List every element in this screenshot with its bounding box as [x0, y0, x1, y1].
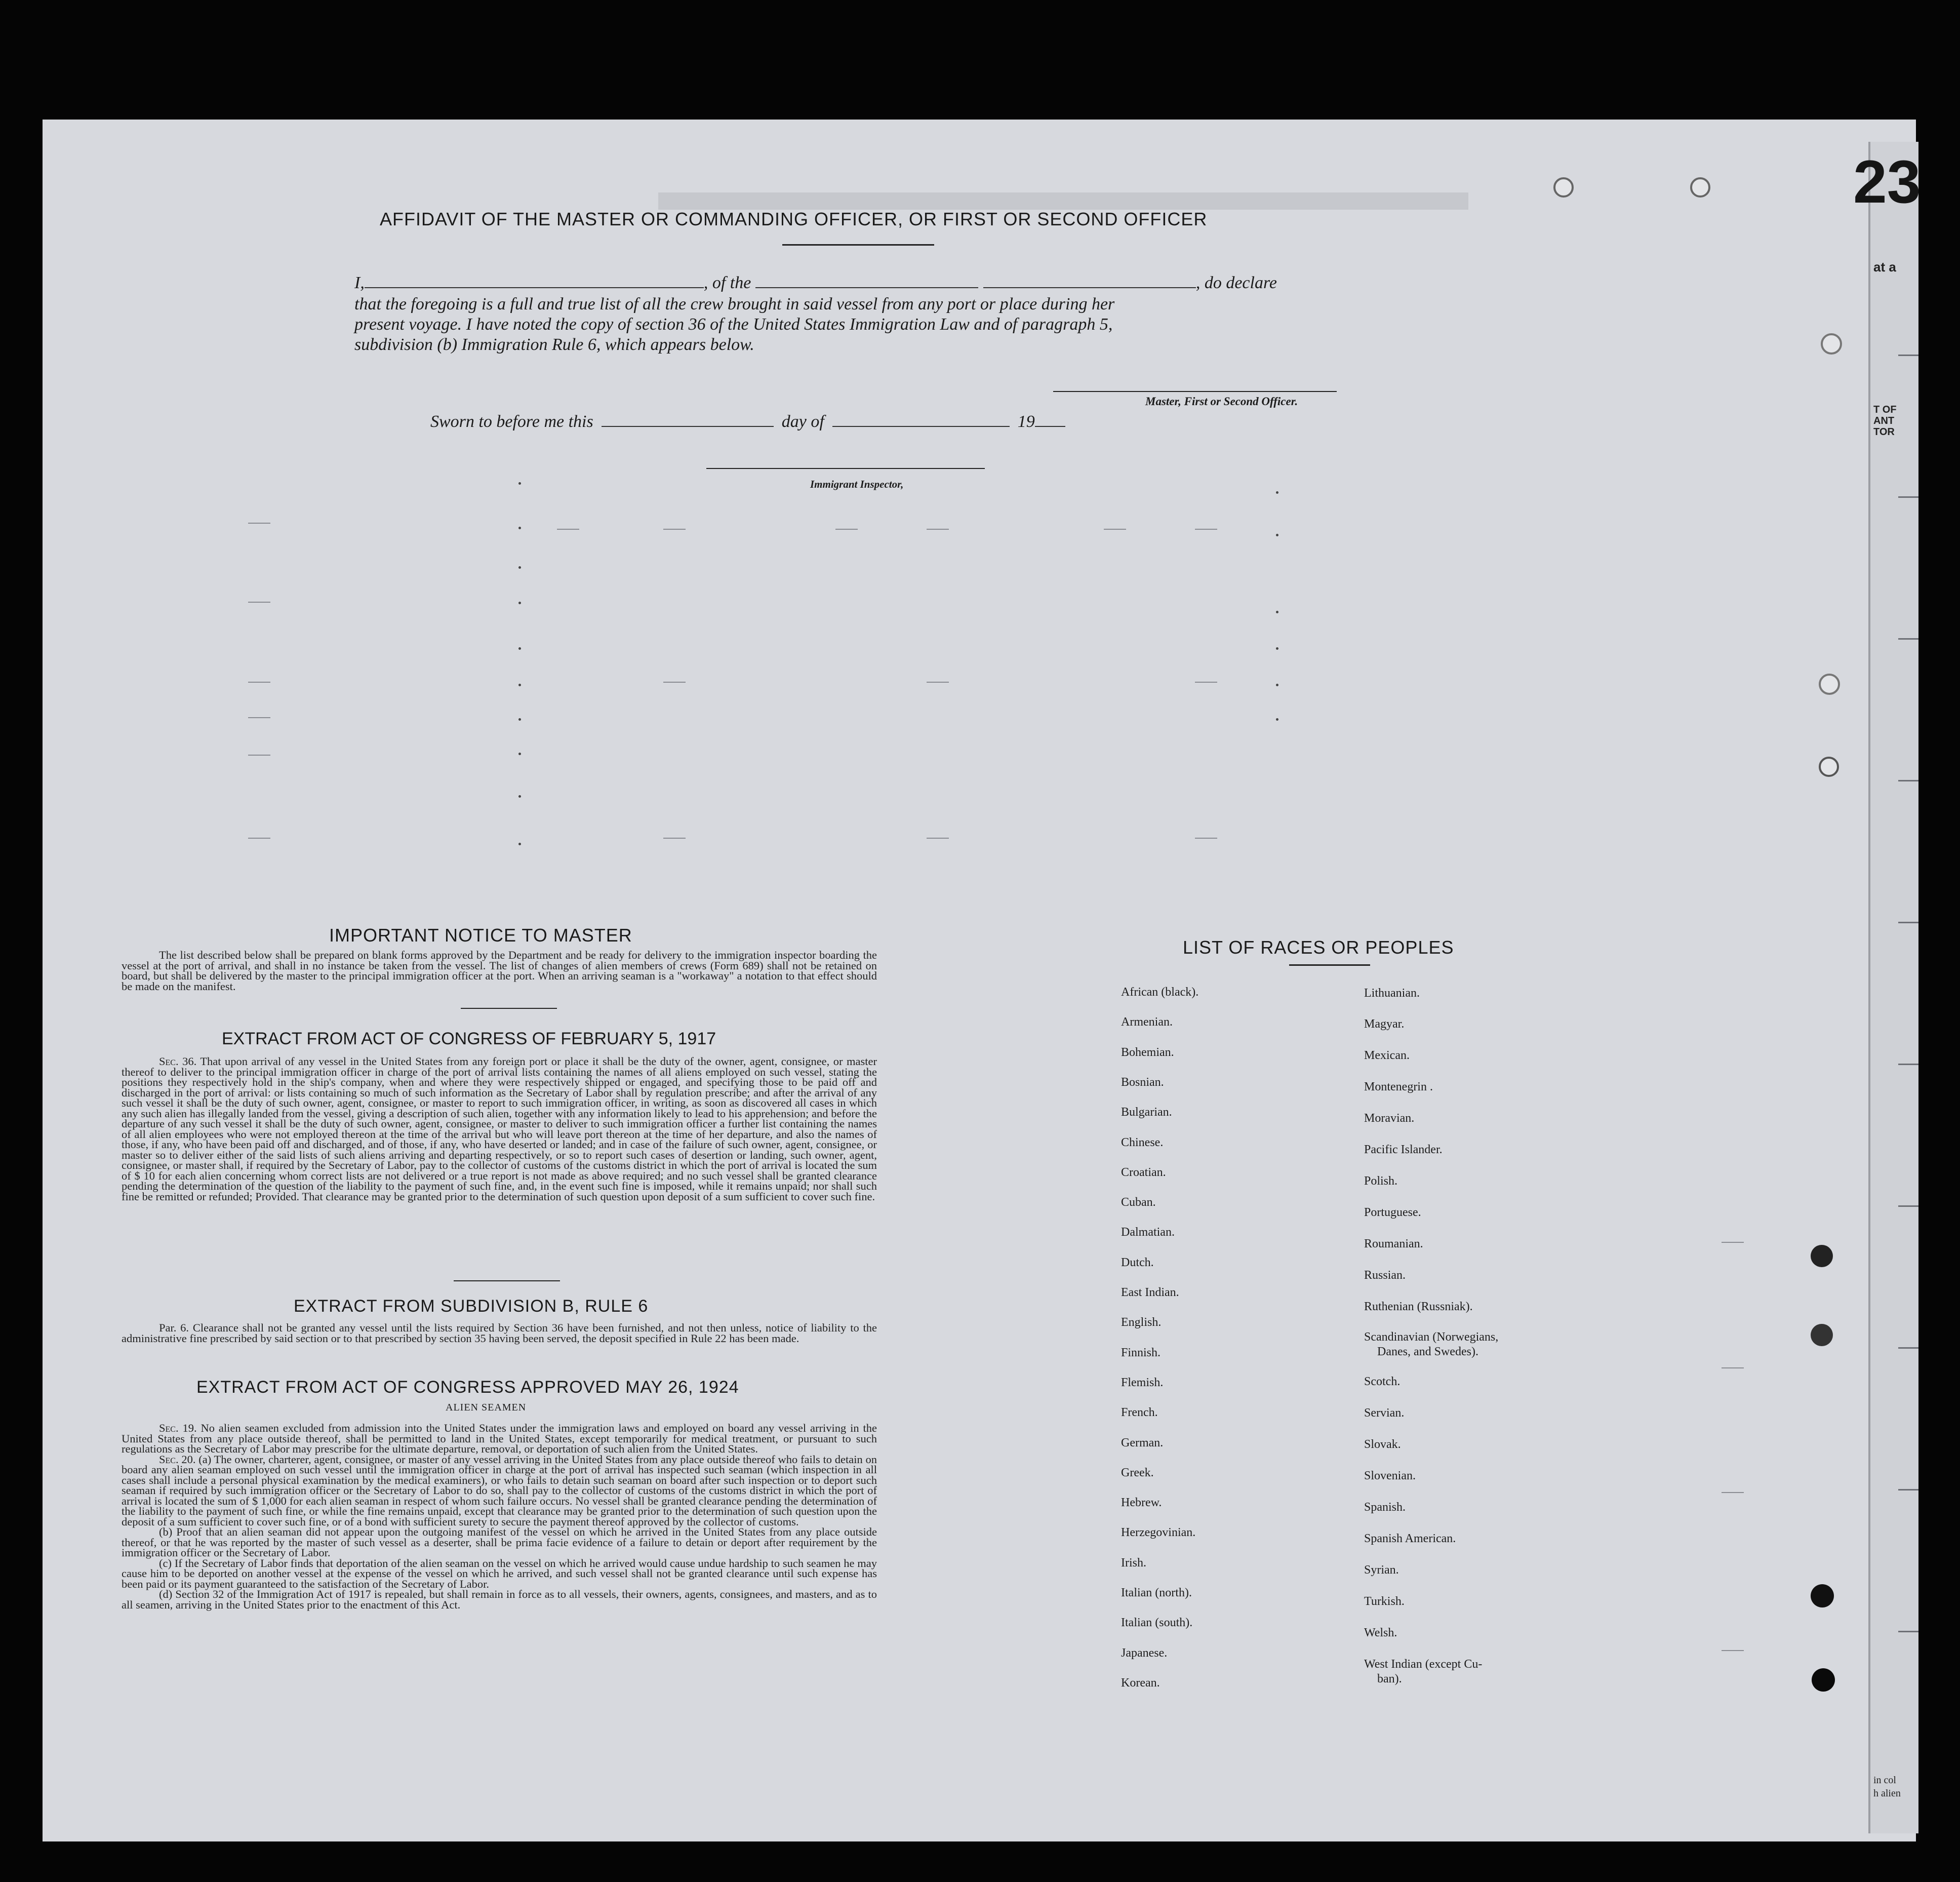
- race-item: East Indian.: [1121, 1286, 1179, 1299]
- punch-hole: [1819, 674, 1840, 695]
- race-item: Moravian.: [1364, 1112, 1415, 1125]
- race-item: Scotch.: [1364, 1375, 1401, 1388]
- extract-1917-title: EXTRACT FROM ACT OF CONGRESS OF FEBRUARY 5, 1917: [222, 1029, 716, 1048]
- race-item: Scandinavian (Norwegians,: [1364, 1330, 1499, 1344]
- race-item: Slovak.: [1364, 1438, 1401, 1451]
- race-item: West Indian (except Cu-: [1364, 1658, 1483, 1671]
- extract-1917-text: Sec. 36. That upon arrival of any vessel in the United States from any foreign port or place it shall be the duty of the owner, agent, consignee, or master thereof to deliver to the principal immigration officer in charge of the port of arrival lists containing the names of all aliens employed on such vessel, stating the positions they respectively hold in the ship's company, when and where they were respectively shipped or engaged, and specifying those to be paid off and discharged in the port of arrival: or lists containing so much of such information as the Secretary of Labor shall by regulation prescribe; and after the arrival of any such vessel it shall be the duty of such owner, agent, consignee, or master to report to such immigration officer, in writing, as soon as discovered all cases in which any such alien has illegally landed from the vessel, giving a description of such alien, together with any information likely to lead to his apprehension; and before the departure of any such vessel it shall be the duty of such owner, agent, consignee, or master to deliver to such immigration officer a further list containing the names of all alien employees who were not employed thereon at the time of the arrival but who will leave port thereon at the time of her departure, and also the names of those, if any, who have been paid off and discharged, and of those, if any, who have deserted or landed; and in case of the failure of such owner, agent, consignee, or master so to deliver either of the said lists of such aliens arriving and departing respectively, or so to report such cases of desertion or landing, such owner, agent, consignee, or master shall, if required by the Secretary of Labor, pay to the collector of customs of the customs district in which the port of arrival is located the sum of $ 10 for each alien concerning whom correct lists are not delivered or a true report is not made as above required; and no such vessel shall be granted clearance pending the determination of the question of the liability to the payment of such fine, and, in the event such fine is imposed, while it remains unpaid; nor shall such fine be remitted or refunded; Provided. That clearance may be granted prior to the determination of such question upon deposit of a sum sufficient to cover such fine.: [122, 1055, 877, 1203]
- race-item: Ruthenian (Russniak).: [1364, 1300, 1473, 1313]
- race-item: Polish.: [1364, 1174, 1398, 1188]
- race-item: Servian.: [1364, 1406, 1405, 1420]
- race-item: Spanish.: [1364, 1501, 1406, 1514]
- punch-hole: [1811, 1324, 1833, 1346]
- punch-hole: [1690, 177, 1710, 198]
- extract-1924-body: Sec. 19. No alien seamen excluded from admission into the United States under the immigration laws and employed on board any vessel arriving in the United States from any place outside thereof, shall be permitted to land in the United States, except temporarily for medical treatment, or pursuant to such regulations as the Secretary of Labor may prescribe for the ultimate departure, removal, or deportation of such alien from the United States. Sec. 20. (a) The owner, charterer, agent, consignee, or master of any vessel arriving in the United States from any place outside thereof who fails to detain on board any alien seaman employed on such vessel until the immigration officer in charge at the port of arrival has inspected such seaman (which inspection in all cases shall include a personal physical examination by the medical examiners), or who fails to detain such seaman on board after such inspection or to deport such seaman if required by such immigration officer or the Secretary of Labor to do so, shall pay to the collector of customs of the customs district in which the port of arrival is located the sum of $ 1,000 for each alien seaman in respect of whom such failure occurs. No vessel shall be granted clearance pending the determination of the liability to the payment of such fine, or while the fine remains unpaid, except that clearance may be granted prior to the determination of such question upon the deposit of a sum sufficient to cover such fine, or of a bond with sufficient surety to secure the payment thereof approved by the collector of customs. (b) Proof that an alien seaman did not appear upon the outgoing manifest of the vessel on which he arrived in the United States from any place outside thereof, or that he was reported by the master of such vessel as a deserter, shall be prima facie evidence of a failure to detain or deport after requirement by the immigration officer or the Secretary of Labor. (c) If the Secretary of Labor finds that deportation of the alien seaman on the vessel on which he arrived would cause undue hardship to such seamen he may cause him to be deported on another vessel at the expense of the vessel on which he arrived, and such vessel shall not be granted clearance until such expense has been paid or its payment guaranteed to the satisfaction of the Secretary of Labor. (d) Section 32 of the Immigration Act of 1917 is repealed, but shall remain in force as to all vessels, their owners, agents, consignees, and masters, and as to all seamen, arriving in the United States prior to the enactment of this Act.: [122, 1422, 877, 1611]
- race-item: Portuguese.: [1364, 1206, 1421, 1219]
- race-item: Roumanian.: [1364, 1237, 1423, 1250]
- race-item: Dalmatian.: [1121, 1226, 1175, 1239]
- race-item: Bulgarian.: [1121, 1106, 1172, 1119]
- race-item: Italian (north).: [1121, 1586, 1192, 1599]
- race-item: Turkish.: [1364, 1595, 1405, 1608]
- race-item: Hebrew.: [1121, 1496, 1162, 1510]
- punch-hole: [1821, 333, 1842, 355]
- race-item: Magyar.: [1364, 1017, 1405, 1031]
- notice-text: The list described below shall be prepared on blank forms approved by the Department and be ready for delivery to the immigration inspector boarding the vessel at the port of arrival, and shall in no instance be taken from the vessel. The list of changes of alien members of crews (Form 689) shall not be retained on board, but shall be delivered by the master to the principal immigration officer at the port. When an arriving seaman is a "workaway" a notation to that effect should be made on the manifest.: [122, 949, 877, 993]
- rule6-text: Par. 6. Clearance shall not be granted any vessel until the lists required by Section 36 have been furnished, and not then unless, notice of liability to the administrative fine prescribed by said section or to that prescribed by section 35 having been served, the deposit specified in Rule 22 has been made.: [122, 1321, 877, 1345]
- sworn-line: Sworn to before me this day of 19: [430, 411, 1065, 432]
- race-item: French.: [1121, 1406, 1158, 1420]
- race-item: Armenian.: [1121, 1015, 1173, 1029]
- race-item: Bosnian.: [1121, 1075, 1164, 1089]
- race-item: Greek.: [1121, 1466, 1154, 1479]
- race-item: Herzegovinian.: [1121, 1526, 1196, 1540]
- punch-hole: [1811, 1245, 1833, 1267]
- race-item: Japanese.: [1121, 1646, 1168, 1660]
- race-item: Syrian.: [1364, 1563, 1399, 1577]
- affidavit-line-1: I, , of the , do declare: [354, 273, 1277, 292]
- margin-text: T OF ANT TOR: [1873, 404, 1897, 438]
- punch-hole: [1811, 1584, 1834, 1607]
- punch-hole: [1812, 1668, 1835, 1692]
- race-item-continuation: Danes, and Swedes).: [1377, 1345, 1478, 1358]
- affidavit-line-3: present voyage. I have noted the copy of section 36 of the United States Immigration Law and of paragraph 5,: [354, 315, 1113, 334]
- races-title: LIST OF RACES OR PEOPLES: [1183, 937, 1454, 958]
- page-number-fragment: 23: [1853, 148, 1921, 216]
- race-item: Spanish American.: [1364, 1532, 1456, 1545]
- race-item: Chinese.: [1121, 1135, 1164, 1149]
- race-item: Russian.: [1364, 1269, 1406, 1282]
- race-item: Welsh.: [1364, 1626, 1397, 1639]
- punch-hole: [1819, 757, 1839, 777]
- race-item: Montenegrin .: [1364, 1080, 1433, 1093]
- race-item: Finnish.: [1121, 1346, 1161, 1359]
- race-item: Irish.: [1121, 1556, 1146, 1570]
- margin-text: in col h alien: [1873, 1775, 1901, 1799]
- race-item: African (black).: [1121, 986, 1199, 999]
- rule6-title: EXTRACT FROM SUBDIVISION B, RULE 6: [294, 1297, 649, 1316]
- margin-text: at a: [1873, 259, 1896, 275]
- race-item: Flemish.: [1121, 1376, 1164, 1389]
- race-item: Slovenian.: [1364, 1469, 1416, 1482]
- extract-1924-subtitle: ALIEN SEAMEN: [446, 1402, 527, 1413]
- affidavit-line-2: that the foregoing is a full and true list of all the crew brought in said vessel from any port or place during her: [354, 295, 1115, 313]
- race-item: Korean.: [1121, 1676, 1160, 1690]
- race-item: Mexican.: [1364, 1049, 1410, 1062]
- punch-hole: [1553, 177, 1574, 198]
- race-item: Dutch.: [1121, 1256, 1154, 1269]
- race-item: Italian (south).: [1121, 1616, 1193, 1630]
- race-item: Bohemian.: [1121, 1045, 1174, 1059]
- race-item: Cuban.: [1121, 1196, 1156, 1209]
- race-item: German.: [1121, 1436, 1164, 1449]
- extract-1924-title: EXTRACT FROM ACT OF CONGRESS APPROVED MAY 26, 1924: [196, 1378, 739, 1397]
- affidavit-line-4: subdivision (b) Immigration Rule 6, which appears below.: [354, 335, 754, 354]
- inspector-caption: Immigrant Inspector,: [810, 478, 904, 490]
- race-item: English.: [1121, 1316, 1162, 1329]
- race-item-continuation: ban).: [1377, 1672, 1402, 1685]
- signature-caption: Master, First or Second Officer.: [1145, 395, 1298, 408]
- affidavit-title: AFFIDAVIT OF THE MASTER OR COMMANDING OFFICER, OR FIRST OR SECOND OFFICER: [380, 209, 1208, 229]
- race-item: Lithuanian.: [1364, 987, 1420, 1000]
- adjacent-page-edge: [1868, 142, 1918, 1833]
- race-item: Croatian.: [1121, 1165, 1166, 1179]
- race-item: Pacific Islander.: [1364, 1143, 1443, 1156]
- notice-title: IMPORTANT NOTICE TO MASTER: [329, 925, 632, 946]
